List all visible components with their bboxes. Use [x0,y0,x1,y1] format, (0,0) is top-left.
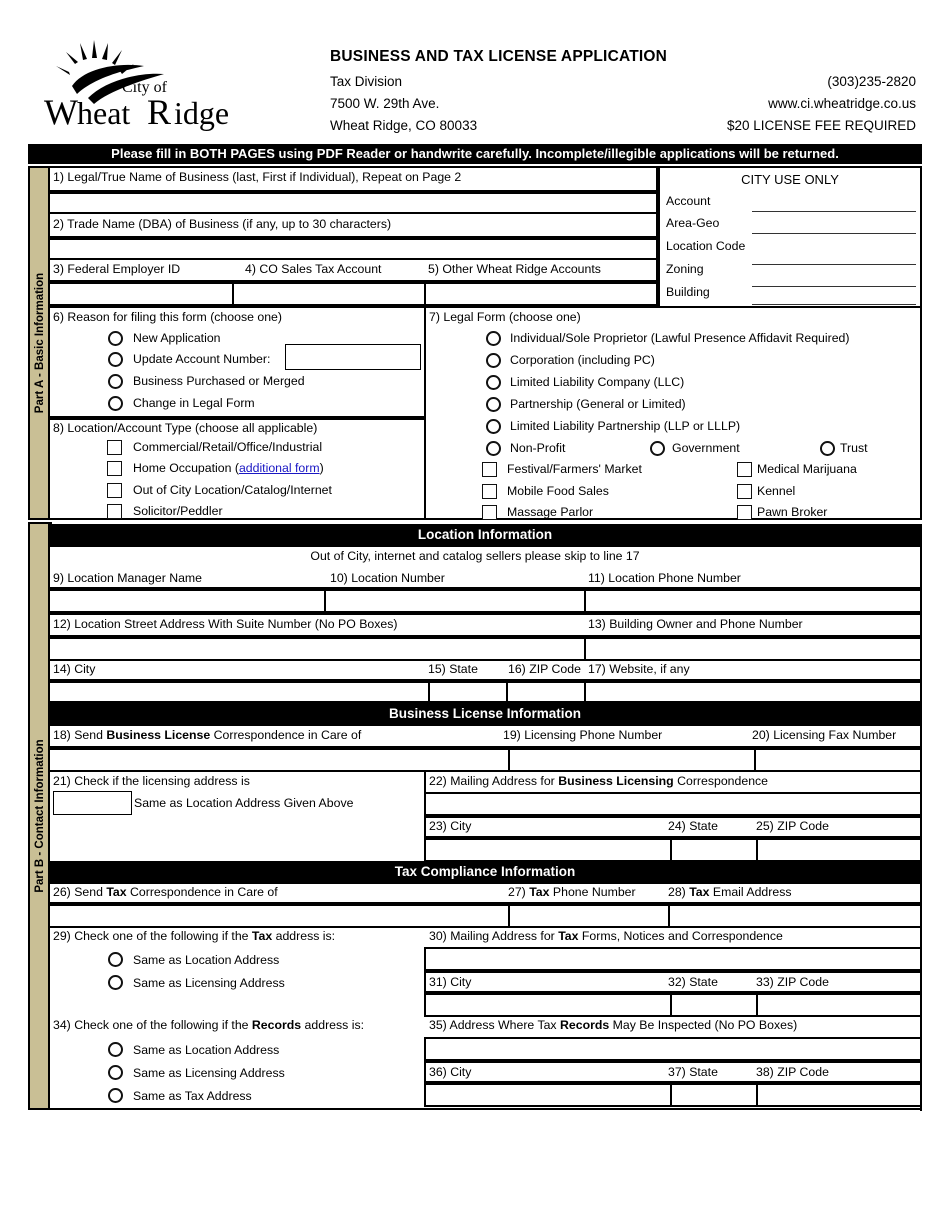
q8-checkbox-medical-marijuana[interactable] [737,462,752,477]
q7-option-llp: Limited Liability Partnership (LLP or LLLP) [510,419,741,433]
q34-radio-same-as-licensing[interactable] [108,1065,123,1080]
q6-radio-new-application[interactable] [108,331,123,346]
q28-label [668,885,792,899]
q34-radio-same-as-location[interactable] [108,1042,123,1057]
q29-radio-same-as-location[interactable] [108,952,123,967]
q37-input[interactable] [670,1083,758,1107]
department-city-state-zip: Wheat Ridge, CO 80033 [330,118,478,133]
q32-label: 32) State [668,975,718,989]
q7-option-non-profit: Non-Profit [510,441,566,455]
q8-checkbox-pawn-broker[interactable] [737,505,752,520]
q7-radio-llp[interactable] [486,419,501,434]
q3-input[interactable] [48,282,234,306]
q24-label: 24) State [668,819,718,833]
svg-text:W: W [44,92,78,132]
q34-option-same-as-tax: Same as Tax Address [133,1089,252,1103]
q8-option-kennel: Kennel [757,484,796,498]
q7-option-sole-proprietor: Individual/Sole Proprietor (Lawful Presence Affidavit Required) [510,331,850,345]
q34-post: address is: [301,1018,365,1032]
q15-label: 15) State [428,662,478,676]
q16-input[interactable] [506,681,586,703]
q8-option-out-of-city: Out of City Location/Catalog/Internet [133,483,332,497]
q8-checkbox-home-occupation[interactable] [107,461,122,476]
q8-option-medical-marijuana: Medical Marijuana [757,462,857,476]
q7-radio-llc[interactable] [486,375,501,390]
q20-input[interactable] [754,748,922,772]
q36-label: 36) City [429,1065,472,1079]
q26-bold: Tax [106,885,127,899]
q4-input[interactable] [232,282,426,306]
q30-bold: Tax [558,929,579,943]
q1-label: 1) Legal/True Name of Business (last, First if Individual), Repeat on Page 2 [53,170,462,184]
q35-pre: 35) Address Where Tax [429,1018,561,1032]
q27-input[interactable] [508,904,670,928]
q34-pre: 34) Check one of the following if the [53,1018,252,1032]
q10-input[interactable] [324,589,586,613]
part-b-label: Part B - Contact Information [34,739,46,893]
department-name: Tax Division [330,74,403,89]
q19-input[interactable] [508,748,756,772]
q8-checkbox-massage-parlor[interactable] [482,505,497,520]
q7-radio-government[interactable] [650,441,665,456]
q6-radio-update-account[interactable] [108,352,123,367]
q27-pre: 27) [508,885,530,899]
instructions-banner: Please fill in BOTH PAGES using PDF Reader or handwrite carefully. Incomplete/illegible applications will be returned. [28,144,922,164]
department-phone: (303)235-2820 [827,74,916,89]
q11-input[interactable] [584,589,922,613]
svg-text:R: R [147,92,172,132]
q12-input[interactable] [48,637,586,661]
q8-option-festival: Festival/Farmers' Market [507,462,642,476]
q32-input[interactable] [670,993,758,1017]
q35-post: May Be Inspected (No PO Boxes) [609,1018,798,1032]
q7-radio-non-profit[interactable] [486,441,501,456]
city-use-account-field[interactable] [658,190,922,214]
q18-input[interactable] [48,748,510,772]
q13-label: 13) Building Owner and Phone Number [588,617,803,631]
page-header [0,0,950,142]
svg-text:heat: heat [77,95,131,131]
city-use-only-title: CITY USE ONLY [741,172,839,187]
q7-option-government: Government [672,441,740,455]
q2-label: 2) Trade Name (DBA) of Business (if any, up to 30 characters) [53,217,392,231]
q28-input[interactable] [668,904,922,928]
q14-label: 14) City [53,662,96,676]
q37-label: 37) State [668,1065,718,1079]
q8-option-home-occupation [133,461,324,475]
q25-input[interactable] [756,838,922,862]
q8-checkbox-commercial[interactable] [107,440,122,455]
q6-radio-business-purchased[interactable] [108,374,123,389]
q22-input[interactable] [424,792,922,816]
department-address: 7500 W. 29th Ave. [330,96,440,111]
q28-post: Email Address [709,885,792,899]
q6-option-update-account: Update Account Number: [133,352,271,366]
q31-label: 31) City [429,975,472,989]
q30-pre: 30) Mailing Address for [429,929,559,943]
city-use-location-code-label: Location Code [666,239,746,253]
q8-checkbox-festival[interactable] [482,462,497,477]
q9-input[interactable] [48,589,326,613]
department-website: www.ci.wheatridge.co.us [768,96,916,111]
q28-bold: Tax [689,885,710,899]
q34-radio-same-as-tax[interactable] [108,1088,123,1103]
tax-compliance-information-band: Tax Compliance Information [48,861,922,882]
q20-label: 20) Licensing Fax Number [752,728,897,742]
q29-option-same-as-location: Same as Location Address [133,953,280,967]
q24-input[interactable] [670,838,758,862]
q6-option-business-purchased: Business Purchased or Merged [133,374,305,388]
q22-label [429,774,768,788]
q18-bold: Business License [106,728,211,742]
city-use-zoning-label: Zoning [666,262,704,276]
q25-label: 25) ZIP Code [756,819,829,833]
q11-label: 11) Location Phone Number [588,571,741,585]
q17-label: 17) Website, if any [588,662,690,676]
q7-option-partnership: Partnership (General or Limited) [510,397,686,411]
part-a-label: Part A - Basic Information [34,272,46,414]
q6-label: 6) Reason for filing this form (choose one) [53,310,282,324]
q8-option-mobile-food: Mobile Food Sales [507,484,609,498]
q13-input[interactable] [584,637,922,661]
city-use-area-geo-label: Area-Geo [666,216,720,230]
q8-option-pawn-broker: Pawn Broker [757,505,828,519]
q15-input[interactable] [428,681,508,703]
q22-pre: 22) Mailing Address for [429,774,559,788]
q6-update-account-number-input[interactable] [285,344,421,370]
q14-input[interactable] [48,681,430,703]
q10-label: 10) Location Number [330,571,445,585]
location-information-band: Location Information [48,524,922,545]
q7-radio-partnership[interactable] [486,397,501,412]
q33-input[interactable] [756,993,922,1017]
business-license-information-band: Business License Information [48,703,922,724]
q8-home-prefix: Home Occupation ( [133,461,239,475]
q35-bold: Records [560,1018,610,1032]
q8-checkbox-out-of-city[interactable] [107,483,122,498]
city-use-account-label: Account [666,194,711,208]
q22-bold: Business Licensing [558,774,674,788]
q14to17-label-box [48,659,922,681]
page-bottom-edge-stub [920,1083,922,1111]
q7-option-llc: Limited Liability Company (LLC) [510,375,685,389]
q35-label [429,1018,797,1032]
q7-radio-corporation[interactable] [486,353,501,368]
q29-radio-same-as-licensing[interactable] [108,975,123,990]
q30-post: Forms, Notices and Correspondence [578,929,783,943]
q29-bold: Tax [251,929,273,943]
q7-label: 7) Legal Form (choose one) [429,310,581,324]
q34-label [53,1018,364,1032]
q38-input[interactable] [756,1083,922,1107]
q6-option-change-legal-form: Change in Legal Form [133,396,255,410]
q5-input[interactable] [424,282,658,306]
q21-label: 21) Check if the licensing address is [53,774,250,788]
q8-checkbox-mobile-food[interactable] [482,484,497,499]
q8-option-massage-parlor: Massage Parlor [507,505,594,519]
svg-text:City of: City of [122,79,167,96]
q34-option-same-as-licensing: Same as Licensing Address [133,1066,285,1080]
q22-post: Correspondence [673,774,769,788]
q26-post: Correspondence in Care of [126,885,278,899]
q27-label [508,885,636,899]
q6-option-new-application: New Application [133,331,221,345]
q23-input[interactable] [424,838,672,862]
q7-option-trust: Trust [840,441,868,455]
city-use-building-label: Building [666,285,710,299]
q29-label [53,929,335,943]
svg-text:idge: idge [174,95,230,131]
q36-input[interactable] [424,1083,672,1107]
q7-radio-trust[interactable] [820,441,835,456]
q29-pre: 29) Check one of the following if the [53,929,252,943]
q30-input[interactable] [424,947,922,971]
q6-radio-change-legal-form[interactable] [108,396,123,411]
q8-checkbox-kennel[interactable] [737,484,752,499]
q7-option-corporation: Corporation (including PC) [510,353,655,367]
q12-label: 12) Location Street Address With Suite Number (No PO Boxes) [53,617,398,631]
q28-pre: 28) [668,885,690,899]
q18-label [53,728,361,742]
q18-pre: 18) Send [53,728,107,742]
q8-option-solicitor: Solicitor/Peddler [133,504,223,518]
q29-post: address is: [272,929,336,943]
q16-label: 16) ZIP Code [508,662,581,676]
q27-bold: Tax [529,885,550,899]
license-fee-notice: $20 LICENSE FEE REQUIRED [726,118,916,133]
q8-option-commercial: Commercial/Retail/Office/Industrial [133,440,323,454]
q8-checkbox-solicitor[interactable] [107,504,122,519]
city-of-wheat-ridge-logo [44,28,274,133]
q26-label [53,885,278,899]
location-skip-note: Out of City, internet and catalog sellers please skip to line 17 [310,549,640,563]
q27-post: Phone Number [549,885,636,899]
q4-label: 4) CO Sales Tax Account [245,262,382,276]
q21-checkbox-same-as-location[interactable] [53,791,132,815]
q31-input[interactable] [424,993,672,1017]
q26-pre: 26) Send [53,885,107,899]
q5-label: 5) Other Wheat Ridge Accounts [428,262,601,276]
q29-option-same-as-licensing: Same as Licensing Address [133,976,285,990]
additional-form-link[interactable]: additional form [238,461,320,475]
q3-label: 3) Federal Employer ID [53,262,181,276]
q17-input[interactable] [584,681,922,703]
q8-label: 8) Location/Account Type (choose all applicable) [53,421,318,435]
form-title: BUSINESS AND TAX LICENSE APPLICATION [330,48,668,65]
q34-bold: Records [251,1018,302,1032]
q30-label [429,929,783,943]
q38-label: 38) ZIP Code [756,1065,829,1079]
q35-input[interactable] [424,1037,922,1061]
q18-post: Correspondence in Care of [210,728,362,742]
q33-label: 33) ZIP Code [756,975,829,989]
q7-radio-sole-proprietor[interactable] [486,331,501,346]
q8-home-suffix: ) [319,461,324,475]
q26-input[interactable] [48,904,510,928]
q34-option-same-as-location: Same as Location Address [133,1043,280,1057]
q21-option-same-as-location: Same as Location Address Given Above [134,796,354,810]
q23-label: 23) City [429,819,472,833]
q19-label: 19) Licensing Phone Number [503,728,663,742]
q9-label: 9) Location Manager Name [53,571,203,585]
